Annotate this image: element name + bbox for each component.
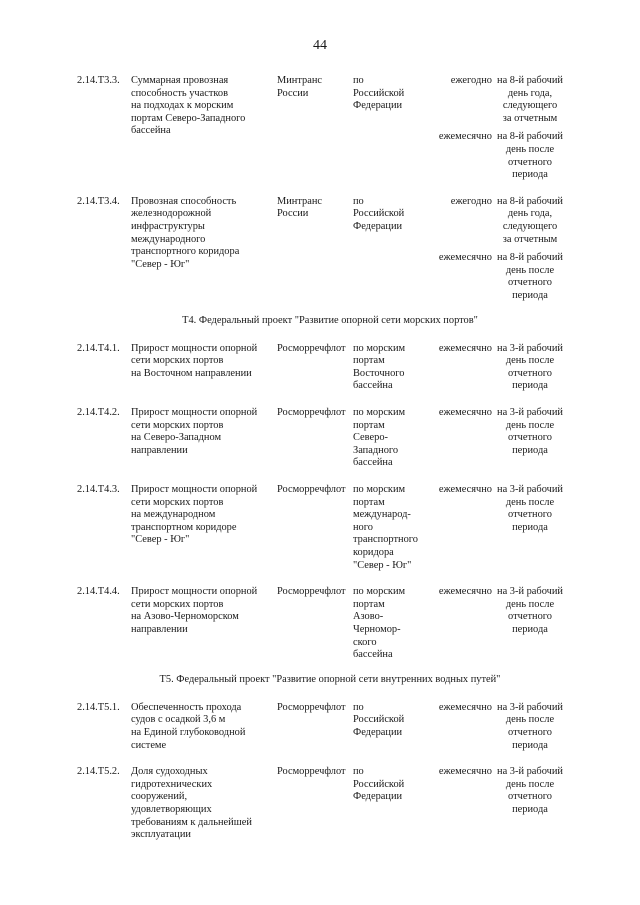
- responsible-agency: Минтранс России: [277, 195, 323, 220]
- reporting-deadline: на 3-й рабочий день после отчетного периода: [497, 483, 563, 533]
- reporting-frequency: ежемесячно: [438, 701, 492, 713]
- indicator-name: Прирост мощности опорной сети морских портов на Азово-Черноморском направлении: [131, 586, 258, 635]
- table-row: [0, 75, 640, 182]
- indicator-name: Суммарная провозная способность участков на подходах к морским портам Северо-Западного бассейна: [131, 75, 246, 137]
- table-row: [0, 586, 640, 662]
- section-heading: Т4. Федеральный проект "Развитие опорной сети морских портов": [182, 314, 478, 326]
- reporting-deadline: на 3-й рабочий день после отчетного периода: [497, 342, 563, 392]
- reporting-scope: по морским портам Азово- Черномор- ского бассейна: [353, 586, 406, 661]
- table-row: [0, 484, 640, 572]
- reporting-frequency: ежемесячно: [438, 406, 492, 418]
- indicator-table: [0, 75, 640, 856]
- indicator-code: 2.14.Т4.1.: [77, 342, 120, 354]
- reporting-deadline: на 8-й рабочий день года, следующего за отчетным: [497, 195, 563, 245]
- reporting-scope: по морским портам Восточного бассейна: [353, 342, 406, 392]
- reporting-deadline: на 8-й рабочий день года, следующего за отчетным: [497, 75, 563, 124]
- reporting-deadline: на 3-й рабочий день после отчетного периода: [497, 406, 563, 456]
- reporting-deadline: на 3-й рабочий день после отчетного периода: [497, 586, 563, 635]
- indicator-name: Прирост мощности опорной сети морских портов на Северо-Западном направлении: [131, 406, 258, 456]
- responsible-agency: Росморречфлот: [277, 406, 346, 418]
- reporting-deadline: на 3-й рабочий день после отчетного периода: [497, 701, 563, 751]
- indicator-name: Прирост мощности опорной сети морских портов на международном транспортном коридоре "Север - Юг": [131, 483, 258, 546]
- indicator-name: Обеспеченность прохода судов с осадкой 3,6 м на Единой глубоководной системе: [131, 701, 246, 751]
- indicator-name: Доля судоходных гидротехнических сооружений, удовлетворяющих требованиям к дальнейшей эксплуатации: [131, 766, 252, 841]
- reporting-frequency: ежемесячно: [438, 131, 492, 143]
- reporting-scope: по Российской Федерации: [353, 701, 405, 738]
- indicator-code: 2.14.Т5.1.: [77, 701, 120, 713]
- reporting-scope: по Российской Федерации: [353, 75, 405, 112]
- reporting-scope: по Российской Федерации: [353, 766, 405, 803]
- indicator-code: 2.14.Т4.3.: [77, 483, 120, 495]
- page-number: 44: [313, 38, 327, 53]
- indicator-name: Провозная способность железнодорожной инфраструктуры международного транспортного коридора "Север - Юг": [131, 195, 240, 270]
- reporting-deadline: на 8-й рабочий день после отчетного периода: [497, 252, 563, 301]
- table-row: [0, 343, 640, 393]
- indicator-name: Прирост мощности опорной сети морских портов на Восточном направлении: [131, 342, 258, 379]
- reporting-frequency: ежегодно: [450, 75, 492, 86]
- reporting-frequency: ежегодно: [450, 195, 492, 207]
- indicator-code: 2.14.Т5.2.: [77, 766, 120, 778]
- reporting-scope: по морским портам международ- ного транспортного коридора "Север - Юг": [353, 483, 418, 571]
- table-row: [0, 766, 640, 842]
- reporting-frequency: ежемесячно: [438, 766, 492, 778]
- responsible-agency: Минтранс России: [277, 75, 323, 99]
- indicator-code: 2.14.Т4.2.: [77, 406, 120, 418]
- reporting-deadline: на 8-й рабочий день после отчетного периода: [497, 131, 563, 181]
- responsible-agency: Росморречфлот: [277, 766, 346, 778]
- reporting-scope: по морским портам Северо- Западного бассейна: [353, 406, 406, 469]
- table-row: [0, 702, 640, 752]
- reporting-frequency: ежемесячно: [438, 342, 492, 354]
- indicator-code: 2.14.Т3.3.: [77, 75, 120, 86]
- reporting-scope: по Российской Федерации: [353, 195, 405, 232]
- responsible-agency: Росморречфлот: [277, 342, 346, 354]
- table-row: [0, 407, 640, 470]
- section-heading: Т5. Федеральный проект "Развитие опорной сети внутренних водных путей": [159, 673, 501, 685]
- reporting-deadline: на 3-й рабочий день после отчетного периода: [497, 766, 563, 815]
- indicator-code: 2.14.Т3.4.: [77, 195, 120, 207]
- reporting-frequency: ежемесячно: [438, 252, 492, 264]
- table-row: [0, 196, 640, 303]
- responsible-agency: Росморречфлот: [277, 586, 346, 598]
- responsible-agency: Росморречфлот: [277, 701, 346, 713]
- reporting-frequency: ежемесячно: [438, 483, 492, 495]
- reporting-frequency: ежемесячно: [438, 586, 492, 598]
- responsible-agency: Росморречфлот: [277, 483, 346, 495]
- indicator-code: 2.14.Т4.4.: [77, 586, 120, 598]
